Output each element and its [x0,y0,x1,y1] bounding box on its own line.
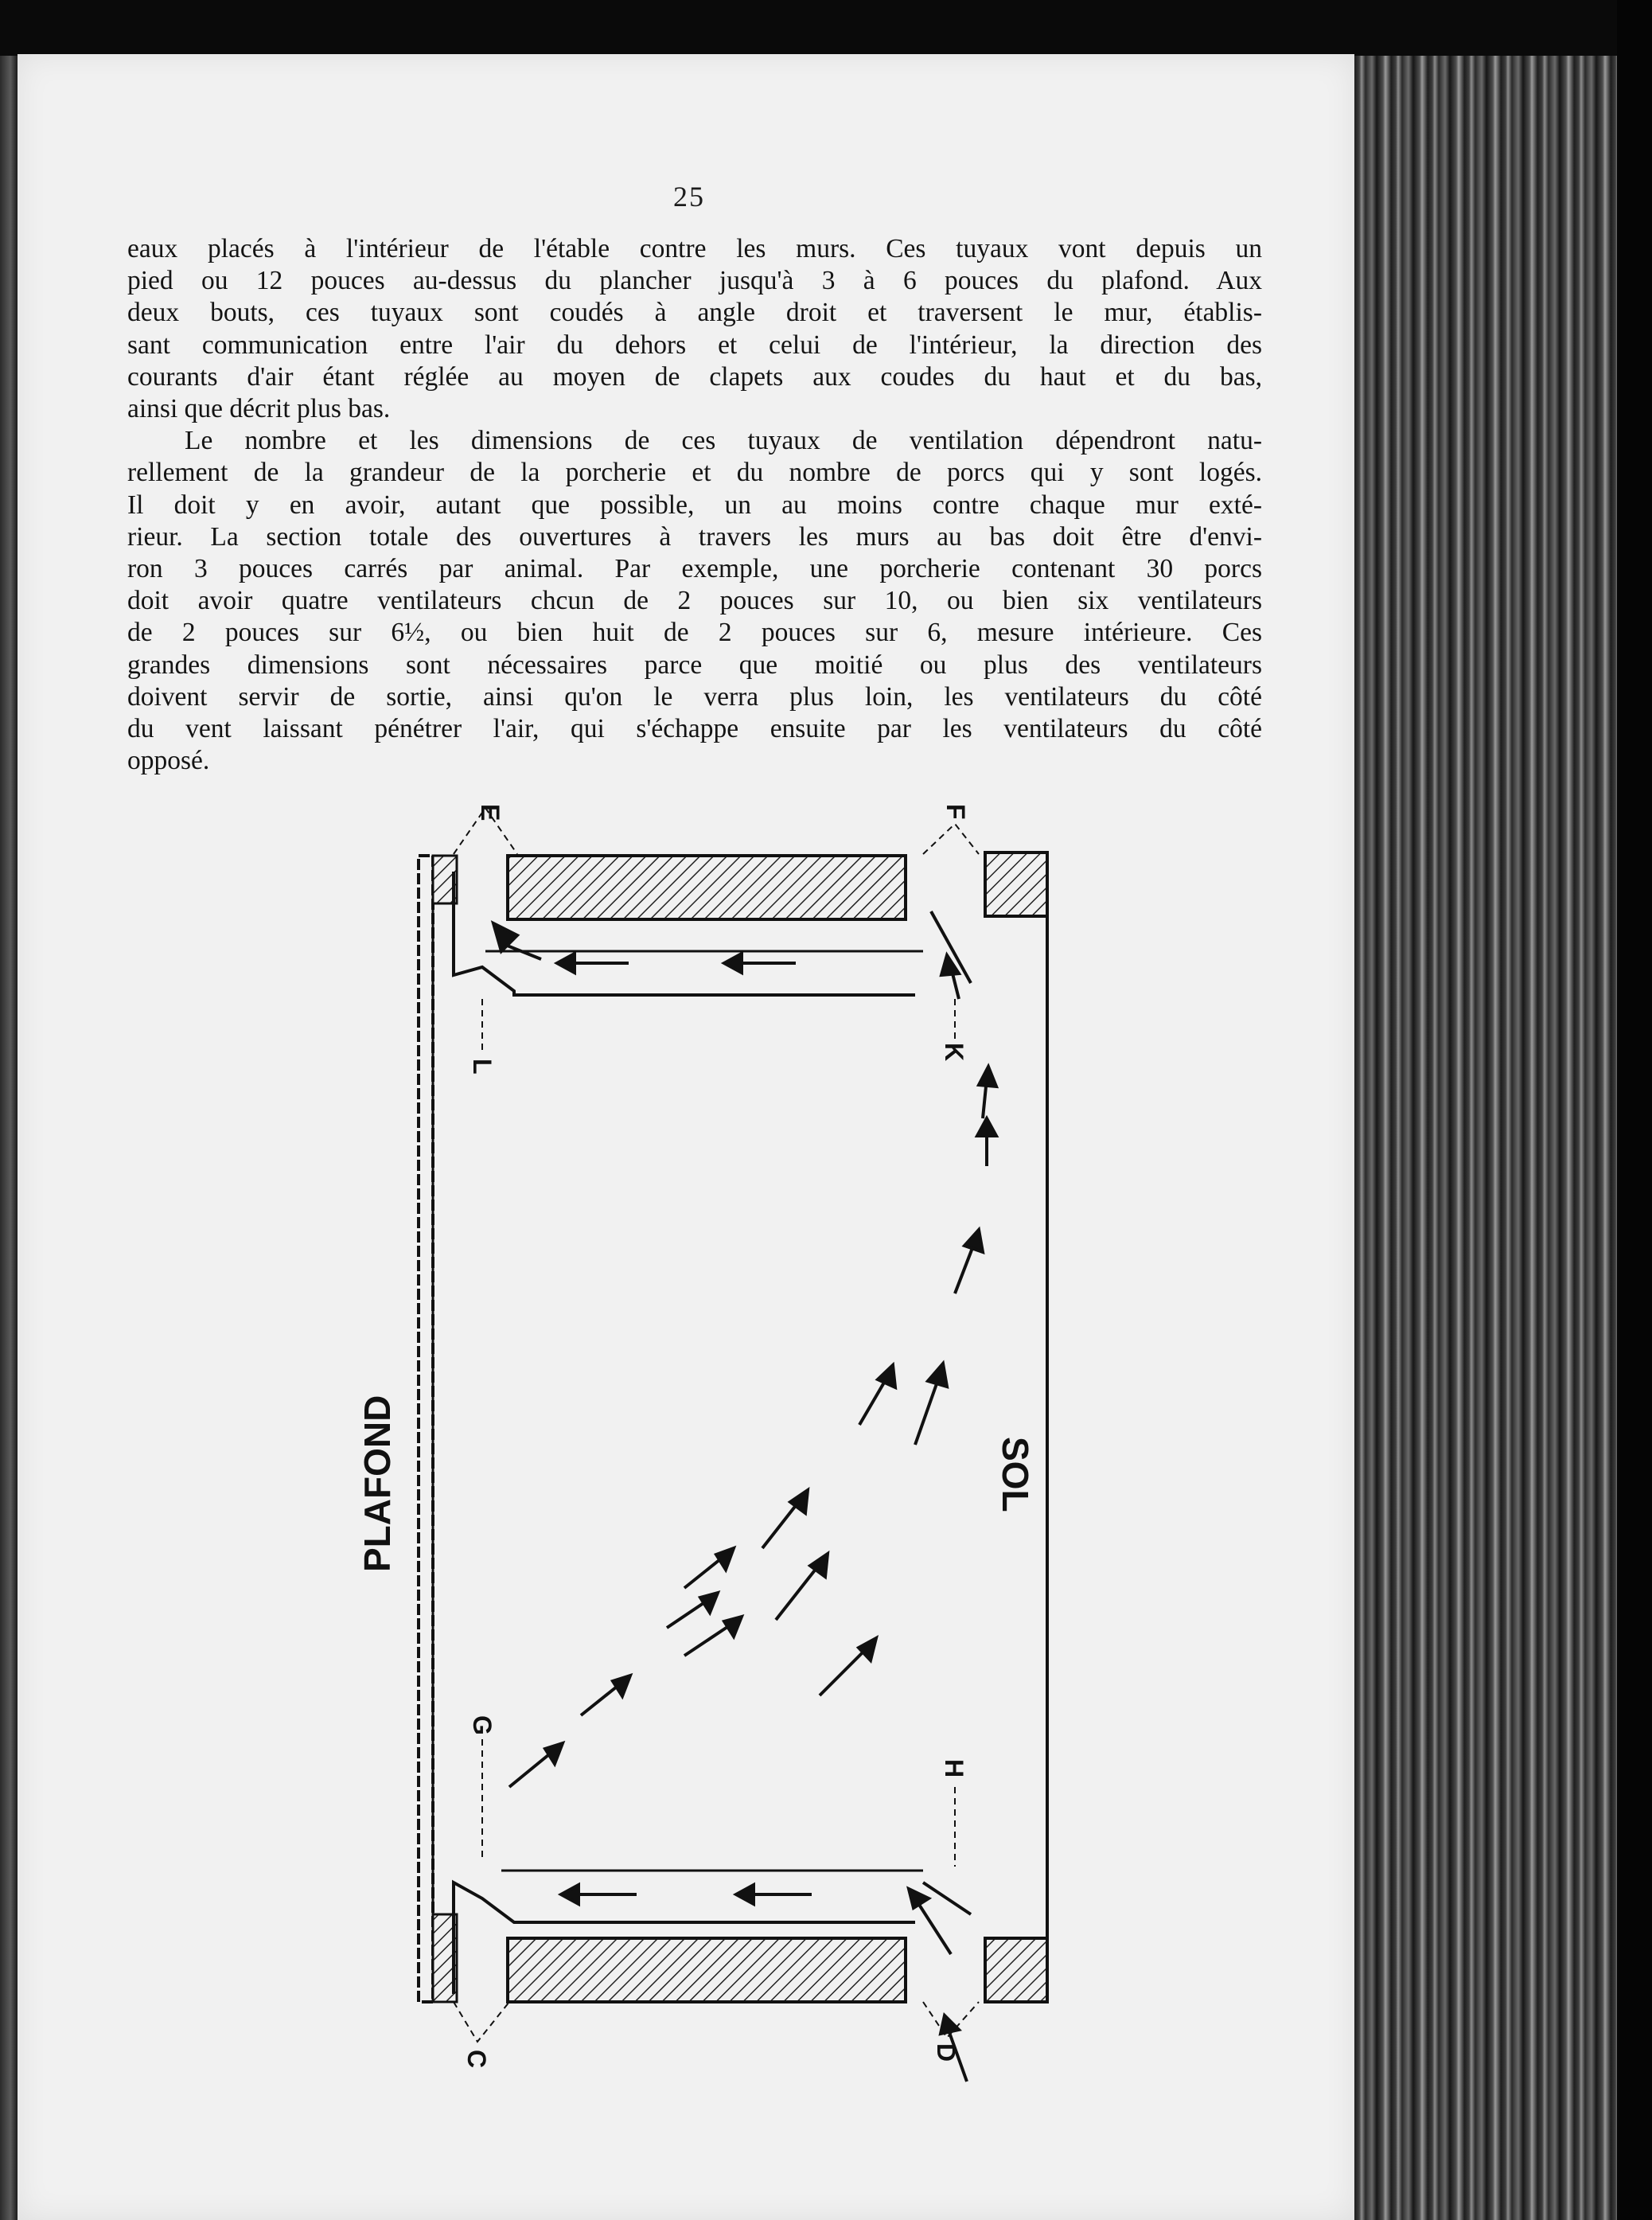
arrow [859,1365,895,1425]
body-text [127,233,1262,777]
page-number: 25 [673,181,705,213]
top-wall-right-block [985,852,1047,916]
text-line: pied ou 12 pouces au-dessus du plancher jusqu'à 3 à 6 pouces du plafond. Aux [127,266,1262,296]
arrow [762,1490,808,1548]
ceiling-wall [419,856,433,2002]
label-c: C [462,2050,491,2069]
label-l: L [468,1059,497,1075]
ventilation-diagram [357,784,1082,2105]
text-line: rellement de la grandeur de la porcherie et du nombre de porcs qui y sont logés. [127,458,1262,488]
label-plafond: PLAFOND [357,1395,398,1572]
text-line: de 2 pouces sur 6½, ou bien huit de 2 pouces sur 6, mesure intérieure. Ces [127,618,1262,648]
book-page-edges [1354,56,1617,2220]
text-line: ainsi que décrit plus bas. [127,394,391,424]
scan-top-border [0,0,1652,56]
arrow [776,1554,828,1620]
label-k: K [940,1043,968,1062]
text-line: ron 3 pouces carrés par animal. Par exemple, une porcherie contenant 30 porcs [127,554,1262,584]
arrow [493,923,541,959]
arrow [977,1118,996,1166]
label-f: F [941,804,970,820]
ventilation-diagram-svg [357,784,1082,2105]
text-line: sant communication entre l'air du dehors et celui de l'intérieur, la direction des [127,330,1262,360]
text-line: deux bouts, ces tuyaux sont coudés à angle droit et traversent le mur, établis- [127,298,1262,328]
arrow [557,954,629,973]
text-line: eaux placés à l'intérieur de l'étable contre les murs. Ces tuyaux vont depuis un [127,234,1262,263]
arrow [955,1230,983,1293]
text-line: doivent servir de sortie, ainsi qu'on le verra plus loin, les ventilateurs du côté [127,681,1262,712]
arrow [736,1885,812,1904]
label-sol: SOL [995,1437,1036,1512]
arrow [941,955,959,999]
leader-f [923,824,979,854]
text-line: opposé. [127,746,210,776]
arrow [684,1617,742,1656]
text-line: grandes dimensions sont nécessaires parce que moitié ou plus des ventilateurs [127,650,1262,680]
arrow [724,954,796,973]
label-e: E [476,804,505,821]
bottom-wall-right-block [985,1938,1047,2002]
arrow [581,1676,630,1715]
leader-c [454,2002,509,2042]
scan-left-edge [0,56,18,2220]
text-line: du vent laissant pénétrer l'air, qui s'échappe ensuite par les ventilateurs du côté [127,714,1262,744]
label-g: G [468,1715,497,1735]
arrow [915,1364,947,1445]
label-d: D [932,2043,960,2062]
bottom-wall [508,1938,906,2002]
text-line: courants d'air étant réglée au moyen de clapets aux coudes du haut et du bas, [127,361,1262,392]
label-h: H [940,1759,968,1778]
text-line: doit avoir quatre ventilateurs chcun de 2 pouces sur 10, ou bien six ventilateurs [127,586,1262,616]
air-flow-arrows [493,923,996,2081]
arrow [561,1885,637,1904]
text-line: rieur. La section totale des ouvertures à travers les murs au bas doit être d'envi- [127,521,1262,552]
arrow [509,1743,563,1787]
arrow [979,1067,996,1118]
arrow [667,1593,718,1628]
text-line: Le nombre et les dimensions de ces tuyaux de ventilation dépendront natu- [185,426,1262,456]
text-line: Il doit y en avoir, autant que possible, un au moins contre chaque mur exté- [127,490,1262,520]
scan-right-border [1617,0,1652,2220]
top-wall [508,856,906,919]
arrow [684,1548,734,1588]
arrow [820,1638,876,1695]
